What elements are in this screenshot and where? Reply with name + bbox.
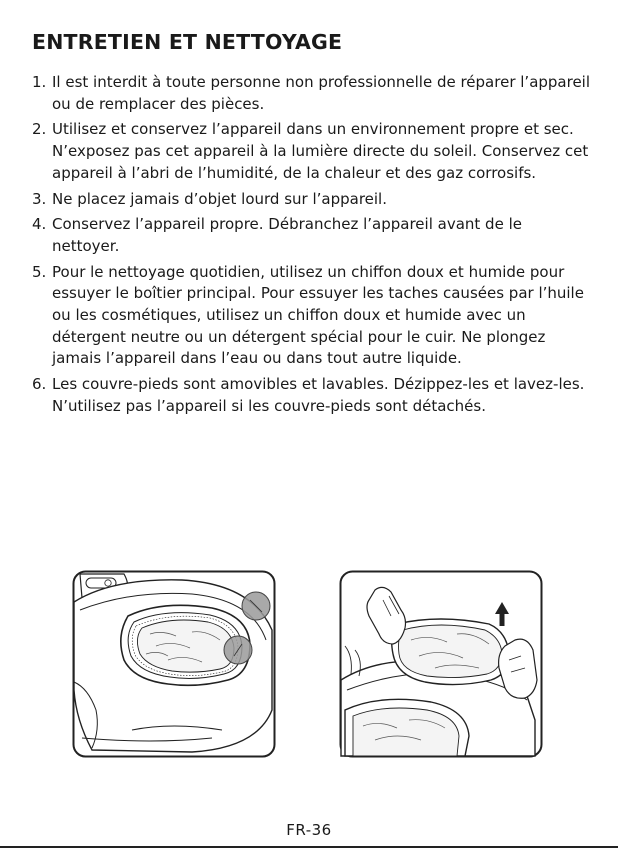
item-text: Ne placez jamais d’objet lourd sur l’appareil. — [52, 189, 387, 208]
item-text: Les couvre-pieds sont amovibles et lavables. Dézippez-les et lavez-les. N’utilisez pas l’appareil si les couvre-pieds sont détachés. — [52, 375, 585, 415]
item-text: Conservez l’appareil propre. Débranchez l’appareil avant de le nettoyer. — [52, 215, 522, 255]
item-number: 4. — [32, 215, 47, 234]
maintenance-instructions-list — [32, 72, 592, 422]
item-number: 6. — [32, 375, 47, 394]
page-title: ENTRETIEN ET NETTOYAGE — [32, 30, 343, 54]
instruction-item-4 — [32, 214, 592, 257]
item-number: 1. — [32, 73, 47, 91]
hands-lifting-cover-drawing — [339, 570, 543, 758]
massager-top-view-drawing — [72, 570, 276, 758]
remove-cover-illustration — [339, 570, 543, 758]
bottom-divider — [0, 846, 618, 848]
item-text: Pour le nettoyage quotidien, utilisez un chiffon doux et humide pour essuyer le boîtier principal. Pour essuyer les taches causées par l’huile ou les cosmétiques, utilisez un chiffon doux et humide avec un détergent neutre ou un détergent spécial pour le cuir. Ne plongez jamais l’appareil dans l’eau ou dans tout autre liquide. — [52, 262, 584, 368]
instruction-item-6 — [32, 374, 592, 417]
item-text: Il est interdit à toute personne non professionnelle de réparer l’appareil ou de remplacer des pièces. — [52, 73, 591, 113]
instruction-item-3 — [32, 189, 592, 211]
page-number: FR-36 — [286, 821, 332, 839]
instruction-item-5 — [32, 262, 592, 371]
instruction-item-1 — [32, 72, 592, 115]
item-number: 5. — [32, 262, 47, 281]
massager-zipper-illustration — [72, 570, 276, 758]
item-text: Utilisez et conservez l’appareil dans un environnement propre et sec. N’exposez pas cet appareil à la lumière directe du soleil. Conservez cet appareil à l’abri de l’humidité, de la chaleur et des gaz corrosifs. — [52, 120, 589, 182]
instruction-item-2 — [32, 119, 592, 184]
item-number: 2. — [32, 120, 47, 139]
item-number: 3. — [32, 189, 47, 208]
